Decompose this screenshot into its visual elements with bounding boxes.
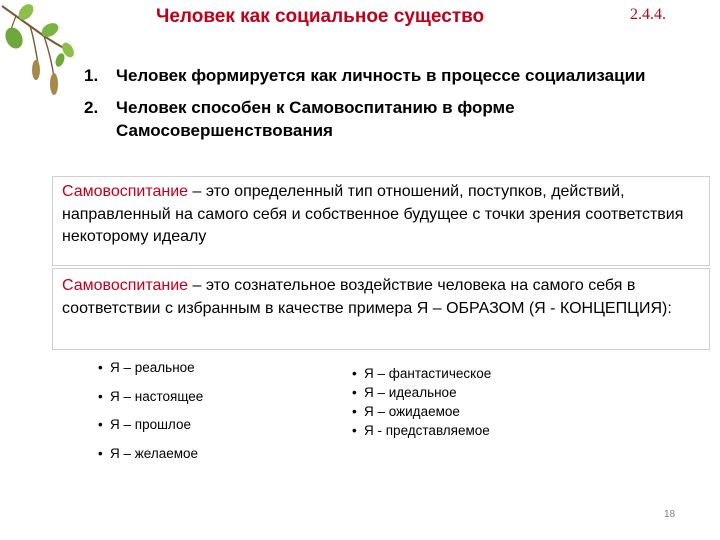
item-number: 1. <box>84 66 99 85</box>
definition-body: – это сознательное воздействие человека на самого себя в соответствии с избранным в качестве примера Я – ОБРАЗОМ (Я - КОНЦЕПЦИЯ): <box>62 277 672 317</box>
slide-title: Человек как социальное существо <box>156 6 485 27</box>
list-item: • Я – прошлое <box>98 415 203 434</box>
section-code: 2.4.4. <box>630 6 666 23</box>
list-item: • Я – желаемое <box>98 444 203 463</box>
numbered-item <box>84 64 704 87</box>
list-item: • Я - представляемое <box>352 421 491 440</box>
self-concept-list-right <box>352 364 491 440</box>
numbered-item <box>84 96 704 142</box>
definition-body: – это определенный тип отношений, поступков, действий, направленный на самого себя и собственное будущее с точки зрения соответствия некоторому идеалу <box>62 183 684 245</box>
birch-branch-icon <box>0 0 80 100</box>
definition-term: Самовоспитание <box>62 277 189 294</box>
list-item: • Я – ожидаемое <box>352 402 491 421</box>
numbered-list <box>84 64 704 142</box>
list-item: • Я – фантастическое <box>352 364 491 383</box>
definition-term: Самовоспитание <box>62 183 189 200</box>
item-text: Человек формируется как личность в процессе социализации <box>116 66 646 85</box>
list-item: • Я – настоящее <box>98 387 203 406</box>
item-number: 2. <box>84 98 99 117</box>
definition-text <box>62 275 702 320</box>
definition-text <box>62 181 702 249</box>
self-concept-list-left <box>98 358 203 472</box>
page-number: 18 <box>664 509 676 520</box>
list-item: • Я – реальное <box>98 358 203 377</box>
list-item: • Я – идеальное <box>352 383 491 402</box>
item-text: Человек способен к Самовоспитанию в форме Самосовершенствования <box>116 98 515 140</box>
